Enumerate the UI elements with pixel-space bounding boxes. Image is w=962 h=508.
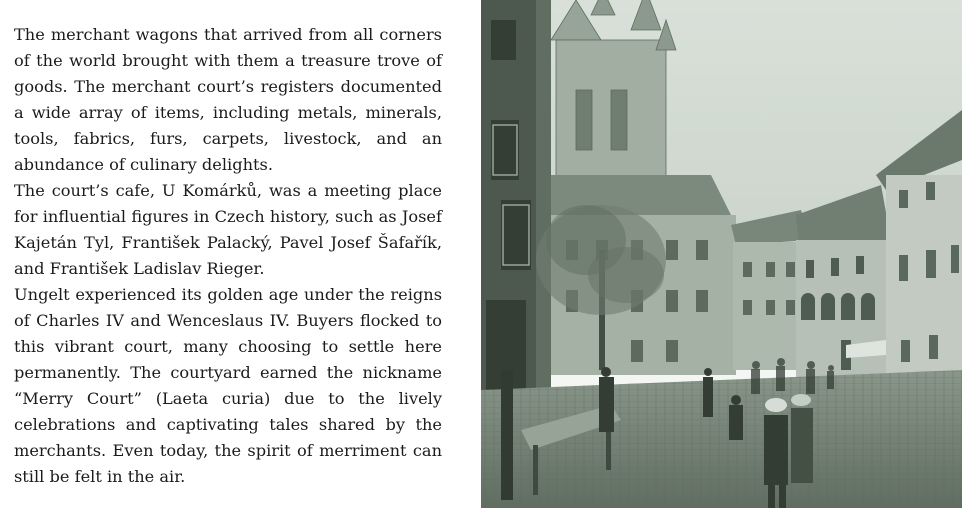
- paragraph-cafe: The court’s cafe, U Komárků, was a meeting place for influential figures in Czech history, such as Josef Kajetán Tyl, František Palacký, Pavel Josef Šafařík, and František Ladislav Rieger.: [14, 181, 442, 278]
- paragraph-golden-age: Ungelt experienced its golden age under the reigns of Charles IV and Wenceslaus IV. Buyers flocked to this vibrant court, many choosing to settle here permanently. The courtyard earned the nickname “Merry Court” (Laeta curia) due to the lively celebrations and captivating tales shared by the merchants. Even today, the spirit of merriment can still be felt in the air.: [14, 285, 442, 486]
- article-text: [14, 22, 442, 490]
- paragraph-goods: The merchant wagons that arrived from all corners of the world brought with them a treasure trove of goods. The merchant court’s registers documented a wide array of items, including metals, minerals, tools, fabrics, furs, carpets, livestock, and an abundance of culinary delights.: [14, 25, 442, 174]
- historic-street-photo: [481, 0, 962, 508]
